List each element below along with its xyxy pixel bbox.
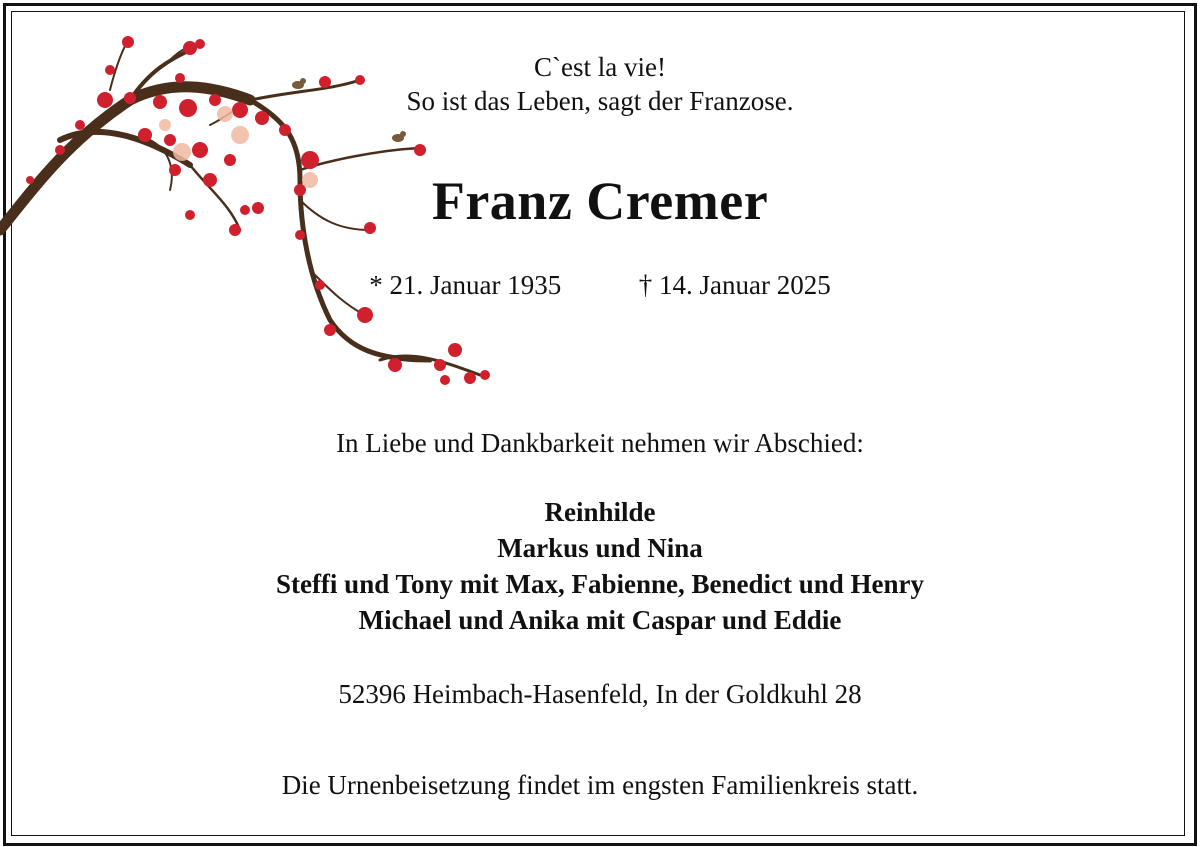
motto-line-1: C`est la vie! (534, 52, 666, 82)
farewell-text: In Liebe und Dankbarkeit nehmen wir Abschied: (336, 428, 864, 458)
mourner-line: Michael und Anika mit Caspar und Eddie (358, 605, 842, 635)
address: 52396 Heimbach-Hasenfeld, In der Goldkuhl 28 (338, 679, 862, 709)
deceased-name: Franz Cremer (431, 171, 769, 231)
mourner-line: Markus und Nina (497, 533, 703, 563)
motto-line-2: So ist das Leben, sagt der Franzose. (406, 86, 794, 116)
life-dates (0, 270, 1200, 301)
burial-note: Die Urnenbeisetzung findet im engsten Familienkreis statt. (281, 770, 919, 800)
mourner-line: Steffi und Tony mit Max, Fabienne, Benedict und Henry (275, 569, 925, 599)
mourner-line: Reinhilde (544, 497, 656, 527)
death-date: † 14. Januar 2025 (638, 270, 831, 300)
birth-date: * 21. Januar 1935 (369, 270, 562, 300)
